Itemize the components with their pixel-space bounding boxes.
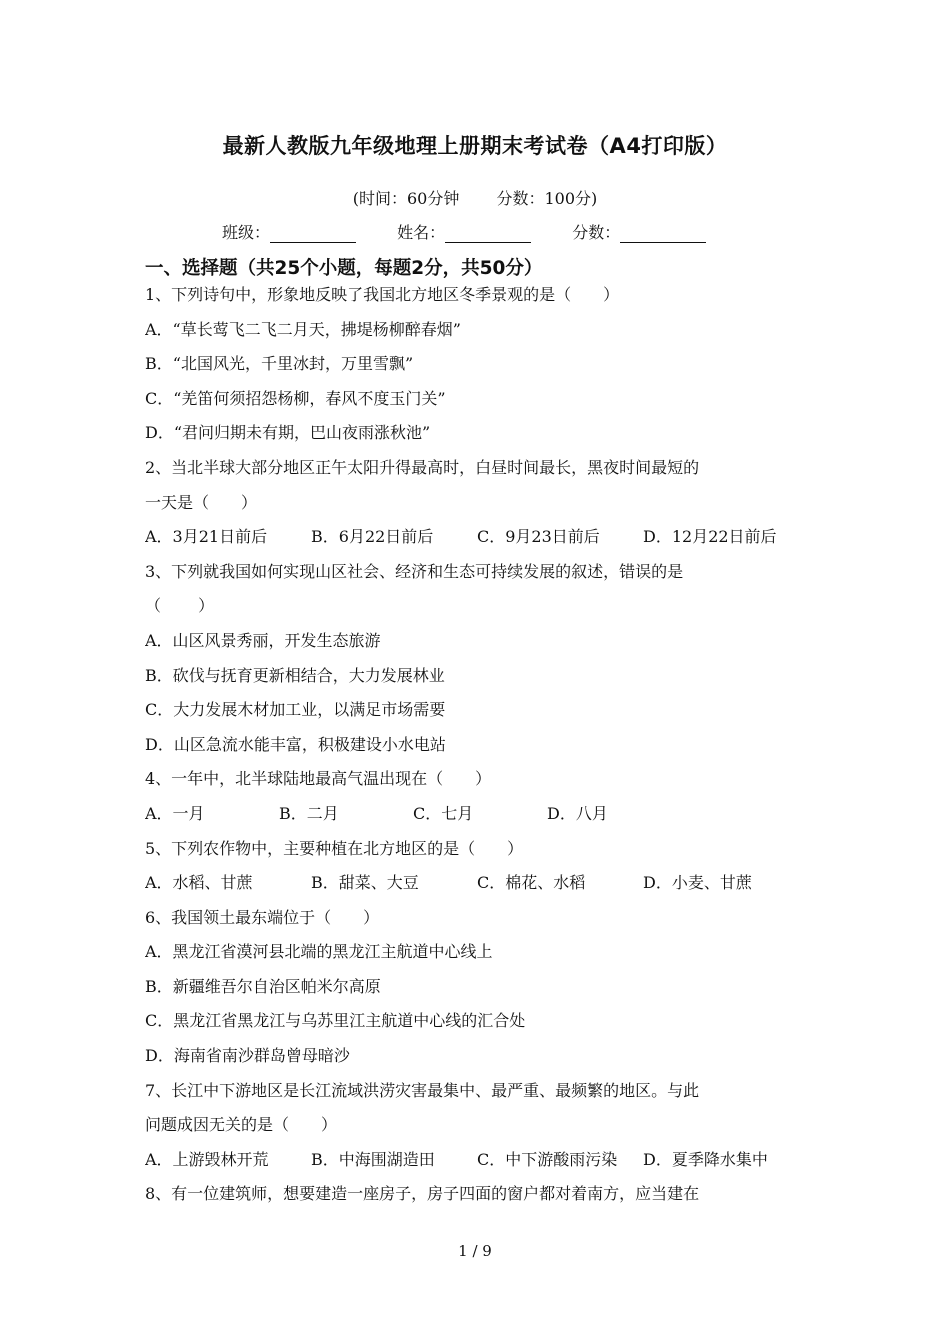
name-blank [445, 226, 531, 243]
q7-options [145, 1143, 815, 1178]
q5-option-b: B．甜菜、大豆 [311, 873, 419, 893]
time-label: (时间：60分钟 [352, 189, 460, 208]
question-7: 7、长江中下游地区是长江流域洪涝灾害最集中、最严重、最频繁的地区。与此 [145, 1080, 700, 1100]
question-4: 4、一年中，北半球陆地最高气温出现在（ ） [145, 769, 492, 789]
student-fields [222, 220, 742, 243]
q2-options [145, 520, 815, 555]
name-field: 姓名： [397, 220, 531, 243]
q1-option-b: B．“北国风光，千里冰封，万里雪飘” [145, 354, 414, 374]
q6-option-a: A．黑龙江省漠河县北端的黑龙江主航道中心线上 [145, 942, 493, 962]
score-field: 分数： [572, 220, 706, 243]
q5-options [145, 866, 815, 901]
section-heading: 一、选择题（共25个小题，每题2分，共50分） [145, 258, 543, 279]
q1-option-c: C．“羌笛何须招怨杨柳，春风不度玉门关” [145, 388, 446, 408]
q5-option-d: D．小麦、甘蔗 [643, 873, 752, 893]
class-field: 班级： [222, 220, 356, 243]
q1-option-d: D．“君问归期未有期，巴山夜雨涨秋池” [145, 423, 431, 443]
q2-option-c: C．9月23日前后 [477, 527, 600, 547]
q5-option-c: C．棉花、水稻 [477, 873, 586, 893]
q6-option-d: D．海南省南沙群岛曾母暗沙 [145, 1046, 350, 1066]
class-blank [270, 226, 356, 243]
q4-option-c: C．七月 [413, 803, 474, 823]
score-total-label: 分数：100分) [496, 189, 598, 208]
q5-option-a: A．水稻、甘蔗 [145, 873, 253, 893]
score-blank [620, 226, 706, 243]
q3-option-b: B．砍伐与抚育更新相结合，大力发展林业 [145, 665, 445, 685]
question-7-cont: 问题成因无关的是（ ） [145, 1115, 338, 1135]
question-6: 6、我国领土最东端位于（ ） [145, 907, 380, 927]
q7-option-c: C．中下游酸雨污染 [477, 1149, 618, 1169]
q4-option-a: A．一月 [145, 803, 205, 823]
page-number: 1 / 9 [458, 1242, 492, 1260]
question-1: 1、下列诗句中，形象地反映了我国北方地区冬季景观的是（ ） [145, 285, 620, 304]
page-title: 最新人教版九年级地理上册期末考试卷（A4打印版） [222, 134, 728, 158]
exam-meta [0, 186, 950, 209]
q4-option-d: D．八月 [547, 803, 608, 823]
q6-option-c: C．黑龙江省黑龙江与乌苏里江主航道中心线的汇合处 [145, 1011, 526, 1031]
q1-option-a: A．“草长莺飞二飞二月天，拂堤杨柳醉春烟” [145, 319, 461, 339]
q4-option-b: B．二月 [279, 803, 339, 823]
question-8: 8、有一位建筑师，想要建造一座房子，房子四面的窗户都对着南方，应当建在 [145, 1184, 700, 1204]
q7-option-d: D．夏季降水集中 [643, 1149, 768, 1169]
q2-option-a: A．3月21日前后 [145, 527, 268, 547]
question-2: 2、当北半球大部分地区正午太阳升得最高时，白昼时间最长，黑夜时间最短的 [145, 457, 700, 477]
q7-option-a: A．上游毁林开荒 [145, 1149, 269, 1169]
q3-option-a: A．山区风景秀丽，开发生态旅游 [145, 630, 381, 650]
q3-option-c: C．大力发展木材加工业，以满足市场需要 [145, 700, 446, 720]
q2-option-d: D．12月22日前后 [643, 527, 777, 547]
q2-option-b: B．6月22日前后 [311, 527, 434, 547]
question-5: 5、下列农作物中，主要种植在北方地区的是（ ） [145, 838, 524, 858]
question-list [145, 278, 815, 1212]
q7-option-b: B．中海围湖造田 [311, 1149, 435, 1169]
question-3-cont: （ ） [145, 596, 215, 616]
question-2-cont: 一天是（ ） [145, 492, 258, 512]
question-3: 3、下列就我国如何实现山区社会、经济和生态可持续发展的叙述，错误的是 [145, 561, 684, 581]
q3-option-d: D．山区急流水能丰富，积极建设小水电站 [145, 734, 446, 754]
q6-option-b: B．新疆维吾尔自治区帕米尔高原 [145, 976, 381, 996]
q4-options [145, 797, 815, 832]
